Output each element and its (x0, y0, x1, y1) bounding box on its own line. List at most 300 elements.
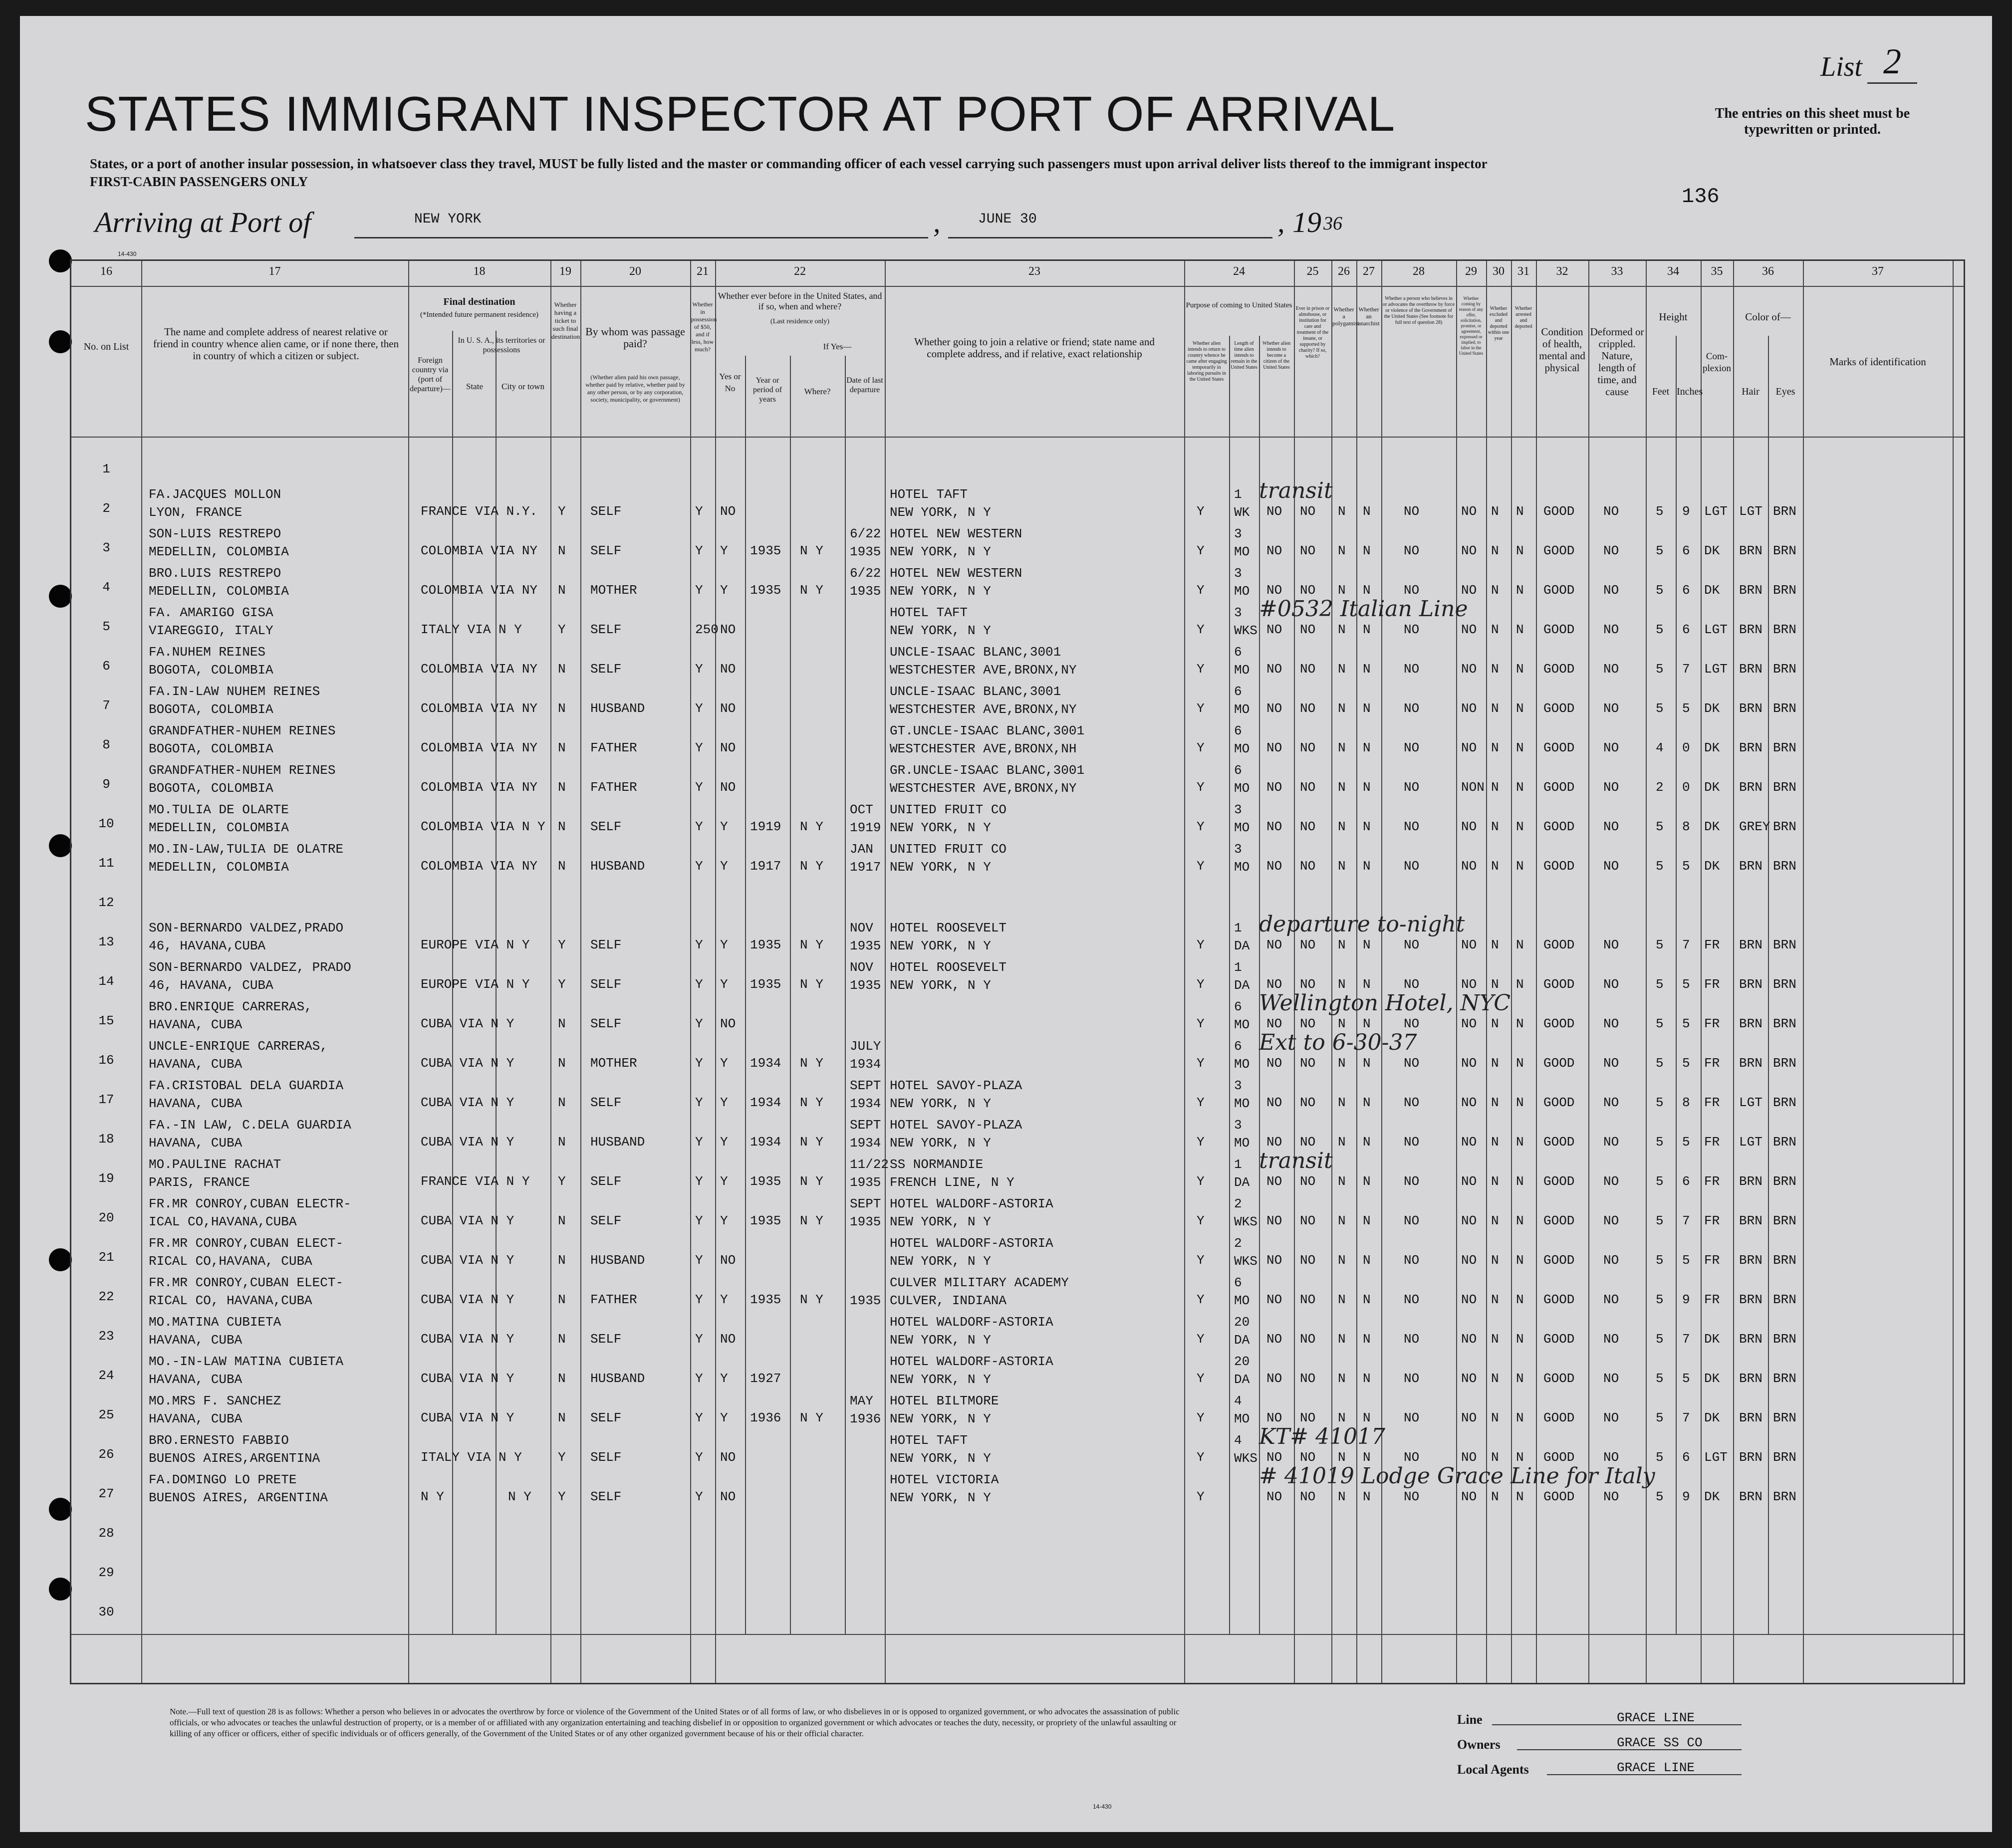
header-ever-before-note: (Last residence only) (770, 318, 830, 325)
cell-c26: N (1338, 937, 1346, 952)
cell-year: 1935 (750, 1292, 781, 1307)
last-departure: 1935 (850, 1214, 881, 1229)
cell-foreign: CUBA VIA N Y (421, 1332, 514, 1347)
cell-c30: N (1491, 1253, 1499, 1268)
cell-c29: NO (1461, 1292, 1477, 1307)
punch-hole (49, 330, 72, 353)
cell-inches: 7 (1682, 1410, 1690, 1425)
cell-complexion: DK (1704, 780, 1720, 795)
cell-condition: GOOD (1543, 622, 1575, 637)
header-color-of: Color of— (1745, 311, 1791, 323)
comma-separator-2: , (1277, 206, 1285, 238)
cell-possession: Y (695, 859, 703, 874)
joining-address: NEW YORK, N Y (890, 1254, 991, 1269)
cell-year: 1935 (750, 1213, 781, 1228)
cell-c30: N (1491, 622, 1499, 637)
cell-ever: Y (720, 1135, 728, 1150)
cell-hair: BRN (1739, 543, 1762, 558)
cell-hair: BRN (1739, 1213, 1762, 1228)
cell-c30: N (1491, 977, 1499, 992)
length-of-stay: MO (1234, 1017, 1250, 1032)
relative-address: MEDELLIN, COLOMBIA (149, 860, 289, 875)
cell-complexion: DK (1704, 740, 1720, 755)
cell-c31: N (1516, 1016, 1524, 1031)
cell-where: N Y (800, 937, 823, 952)
cell-foreign: CUBA VIA N Y (421, 1253, 514, 1268)
joining-address: HOTEL WALDORF-ASTORIA (890, 1354, 1053, 1369)
table-row (71, 1077, 1964, 1117)
cell-complexion: DK (1704, 543, 1720, 558)
cell-possession: Y (695, 740, 703, 755)
joining-address: WESTCHESTER AVE,BRONX,NY (890, 702, 1077, 717)
joining-address: NEW YORK, N Y (890, 1096, 991, 1111)
length-of-stay: WKS (1234, 623, 1258, 638)
cell-inches: 7 (1682, 1332, 1690, 1347)
cell-where: N Y (800, 1292, 823, 1307)
relative-address: GRANDFATHER-NUHEM REINES (149, 763, 336, 778)
row-number: 13 (98, 934, 114, 949)
cell-c26: N (1338, 780, 1346, 795)
cell-c30: N (1491, 740, 1499, 755)
row-number: 19 (98, 1171, 114, 1186)
table-row (71, 722, 1964, 762)
cell-condition: GOOD (1543, 1292, 1575, 1307)
header-year-period: Year or period of years (753, 376, 782, 404)
relative-address: BRO.LUIS RESTREPO (149, 566, 281, 581)
header-question-30: Whether excluded and deported within one year (1488, 306, 1509, 341)
cell-c28: NO (1404, 1410, 1420, 1425)
cell-year: 1935 (750, 977, 781, 992)
cell-p-c: NO (1266, 1135, 1282, 1150)
length-of-stay: 6 (1234, 999, 1242, 1014)
cell-c29: NO (1461, 1410, 1477, 1425)
cell-inches: 5 (1682, 1253, 1690, 1268)
cell-eyes: BRN (1773, 1056, 1796, 1071)
row-number: 15 (98, 1013, 114, 1028)
length-of-stay: DA (1234, 1372, 1250, 1387)
cell-c30: N (1491, 937, 1499, 952)
cell-p-a: Y (1197, 859, 1205, 874)
length-of-stay: MO (1234, 584, 1250, 599)
cell-c31: N (1516, 701, 1524, 716)
cell-deformed: NO (1603, 543, 1619, 558)
header-height: Height (1659, 311, 1688, 323)
cell-c28: NO (1404, 1489, 1420, 1504)
cell-possession: Y (695, 583, 703, 598)
cell-inches: 0 (1682, 780, 1690, 795)
cell-c29: NO (1461, 622, 1477, 637)
table-row (71, 1030, 1964, 1078)
cell-year: 1935 (750, 583, 781, 598)
relative-address: MEDELLIN, COLOMBIA (149, 584, 289, 599)
cell-possession: Y (695, 504, 703, 519)
table-row (71, 1511, 1964, 1551)
table-row (71, 1235, 1964, 1275)
column-number: 34 (1667, 265, 1679, 278)
cell-c31: N (1516, 977, 1524, 992)
cell-hair: BRN (1739, 740, 1762, 755)
owners-label: Owners (1457, 1737, 1501, 1752)
cell-inches: 5 (1682, 701, 1690, 716)
last-departure: 1935 (850, 544, 881, 559)
last-departure: NOV (850, 960, 873, 975)
cell-eyes: BRN (1773, 1174, 1796, 1189)
cell-ever: Y (720, 1174, 728, 1189)
table-row (71, 1353, 1964, 1393)
relative-address: FA.NUHEM REINES (149, 645, 266, 660)
cell-passage: HUSBAND (590, 1253, 645, 1268)
length-of-stay: 6 (1234, 1039, 1242, 1054)
cell-p-c: NO (1266, 1371, 1282, 1386)
cell-prison: NO (1300, 701, 1316, 716)
cell-possession: Y (695, 1213, 703, 1228)
table-row (71, 565, 1964, 605)
cell-c31: N (1516, 622, 1524, 637)
row-number: 8 (102, 737, 110, 752)
length-of-stay: MO (1234, 860, 1250, 875)
row-number: 21 (98, 1250, 114, 1265)
cell-hair: BRN (1739, 937, 1762, 952)
cell-c27: N (1363, 1410, 1371, 1425)
cell-inches: 6 (1682, 622, 1690, 637)
cell-ticket: Y (558, 622, 566, 637)
cell-c30: N (1491, 662, 1499, 677)
cell-inches: 7 (1682, 1213, 1690, 1228)
cell-p-c: NO (1266, 1056, 1282, 1071)
cell-c30: N (1491, 504, 1499, 519)
cell-c31: N (1516, 1213, 1524, 1228)
cell-c26: N (1338, 701, 1346, 716)
joining-address: UNITED FRUIT CO (890, 802, 1007, 817)
cell-ever: NO (720, 1489, 736, 1504)
cell-eyes: BRN (1773, 583, 1796, 598)
length-of-stay: 3 (1234, 566, 1242, 581)
header-if-yes: If Yes— (823, 342, 852, 351)
cell-c26: N (1338, 1489, 1346, 1504)
cell-deformed: NO (1603, 1410, 1619, 1425)
relative-address: BOGOTA, COLOMBIA (149, 663, 273, 678)
cell-ticket: N (558, 1213, 566, 1228)
cell-feet: 5 (1656, 1450, 1664, 1465)
relative-address: HAVANA, CUBA (149, 1333, 243, 1348)
cell-possession: Y (695, 1489, 703, 1504)
cell-complexion: FR (1704, 1292, 1720, 1307)
cell-hair: BRN (1739, 1371, 1762, 1386)
cell-prison: NO (1300, 977, 1316, 992)
cell-prison: NO (1300, 1253, 1316, 1268)
last-departure: NOV (850, 921, 873, 935)
cell-p-a: Y (1197, 1174, 1205, 1189)
column-number: 26 (1338, 265, 1350, 278)
joining-address: NEW YORK, N Y (890, 938, 991, 953)
cell-c27: N (1363, 662, 1371, 677)
relative-address: HAVANA, CUBA (149, 1017, 243, 1032)
cell-eyes: BRN (1773, 1253, 1796, 1268)
cell-deformed: NO (1603, 1016, 1619, 1031)
cell-ever: NO (720, 1332, 736, 1347)
cell-eyes: BRN (1773, 1016, 1796, 1031)
header-marks: Marks of identification (1829, 356, 1926, 368)
cell-c29: NO (1461, 1332, 1477, 1347)
cell-possession: Y (695, 662, 703, 677)
last-departure: 1935 (850, 1293, 881, 1308)
subheading-text: States, or a port of another insular possession, in whatsoever class they travel, MUST be fully listed and the master or commanding officer of each vessel carrying such passengers must upon arrival deliver lists thereof to the immigrant inspector (90, 156, 1488, 171)
row-number: 3 (102, 540, 110, 555)
cell-condition: GOOD (1543, 662, 1575, 677)
cell-c30: N (1491, 701, 1499, 716)
cell-ever: Y (720, 819, 728, 834)
cell-prison: NO (1300, 819, 1316, 834)
cell-c30: N (1491, 1213, 1499, 1228)
cell-hair: BRN (1739, 1056, 1762, 1071)
list-label: List (1820, 51, 1862, 82)
cell-condition: GOOD (1543, 1450, 1575, 1465)
cell-prison: NO (1300, 740, 1316, 755)
joining-address: UNITED FRUIT CO (890, 842, 1007, 857)
row-number: 2 (102, 501, 110, 516)
relative-address: LYON, FRANCE (149, 505, 243, 520)
header-yes-no: Yes or No (719, 372, 741, 393)
cell-deformed: NO (1603, 819, 1619, 834)
cell-inches: 8 (1682, 1095, 1690, 1110)
cell-prison: NO (1300, 937, 1316, 952)
relative-address: BOGOTA, COLOMBIA (149, 741, 273, 756)
cell-ticket: N (558, 662, 566, 677)
cell-hair: BRN (1739, 1450, 1762, 1465)
relative-address: MO.-IN-LAW MATINA CUBIETA (149, 1354, 344, 1369)
cell-eyes: BRN (1773, 543, 1796, 558)
joining-address: NEW YORK, N Y (890, 1372, 991, 1387)
cell-prison: NO (1300, 1292, 1316, 1307)
length-of-stay: 1 (1234, 960, 1242, 975)
relative-address: BOGOTA, COLOMBIA (149, 781, 273, 796)
cell-deformed: NO (1603, 1489, 1619, 1504)
port-underline (354, 237, 928, 238)
cell-feet: 5 (1656, 1292, 1664, 1307)
cell-c26: N (1338, 1016, 1346, 1031)
cell-ticket: N (558, 819, 566, 834)
length-of-stay: 2 (1234, 1236, 1242, 1251)
cell-feet: 5 (1656, 1016, 1664, 1031)
cell-possession: Y (695, 1174, 703, 1189)
cell-prison: NO (1300, 1016, 1316, 1031)
list-number: 2 (1867, 41, 1917, 84)
table-row (71, 880, 1964, 920)
cell-c26: N (1338, 1292, 1346, 1307)
length-of-stay: MO (1234, 544, 1250, 559)
cell-c27: N (1363, 819, 1371, 834)
cell-foreign: COLOMBIA VIA NY (421, 701, 538, 716)
length-of-stay: 6 (1234, 723, 1242, 738)
cell-eyes: BRN (1773, 819, 1796, 834)
cell-feet: 2 (1656, 780, 1664, 795)
cell-year: 1935 (750, 1174, 781, 1189)
cell-possession: Y (695, 780, 703, 795)
row-number: 28 (98, 1526, 114, 1541)
row-number: 27 (98, 1486, 114, 1501)
joining-address: NEW YORK, N Y (890, 1451, 991, 1466)
joining-address: NEW YORK, N Y (890, 544, 991, 559)
cell-c29: NO (1461, 543, 1477, 558)
last-departure: MAY (850, 1393, 873, 1408)
length-of-stay: DA (1234, 1333, 1250, 1348)
length-of-stay: MO (1234, 1136, 1250, 1151)
cell-prison: NO (1300, 1174, 1316, 1189)
cell-c26: N (1338, 1213, 1346, 1228)
cell-inches: 6 (1682, 1450, 1690, 1465)
joining-address: WESTCHESTER AVE,BRONX,NY (890, 781, 1077, 796)
relative-address: PARIS, FRANCE (149, 1175, 250, 1190)
header-hair: Hair (1742, 386, 1760, 397)
joining-address: NEW YORK, N Y (890, 1214, 991, 1229)
cell-hair: LGT (1739, 504, 1762, 519)
cell-c30: N (1491, 1489, 1499, 1504)
cell-complexion: DK (1704, 1410, 1720, 1425)
header-divider (71, 286, 1964, 287)
relative-address: UNCLE-ENRIQUE CARRERAS, (149, 1039, 328, 1054)
cell-deformed: NO (1603, 1253, 1619, 1268)
header-where: Where? (804, 387, 831, 396)
cell-feet: 5 (1656, 662, 1664, 677)
cell-eyes: BRN (1773, 701, 1796, 716)
last-departure: 1917 (850, 860, 881, 875)
cell-foreign: CUBA VIA N Y (421, 1410, 514, 1425)
cell-c28: NO (1404, 1332, 1420, 1347)
cell-where: N Y (800, 977, 823, 992)
cell-p-c: NO (1266, 622, 1282, 637)
cell-ever: NO (720, 1016, 736, 1031)
cell-prison: NO (1300, 1450, 1316, 1465)
cell-foreign: CUBA VIA N Y (421, 1135, 514, 1150)
joining-address: CULVER MILITARY ACADEMY (890, 1275, 1069, 1290)
cell-hair: LGT (1739, 1135, 1762, 1150)
cell-p-a: Y (1197, 937, 1205, 952)
cell-c30: N (1491, 543, 1499, 558)
cell-c27: N (1363, 1016, 1371, 1031)
cell-ticket: N (558, 1056, 566, 1071)
cell-c31: N (1516, 1371, 1524, 1386)
column-number: 28 (1413, 265, 1425, 278)
joining-address: HOTEL NEW WESTERN (890, 526, 1022, 541)
length-of-stay: 6 (1234, 763, 1242, 778)
cell-complexion: DK (1704, 1332, 1720, 1347)
cell-p-a: Y (1197, 1489, 1205, 1504)
header-inches: Inches (1677, 386, 1703, 397)
row-number: 22 (98, 1289, 114, 1304)
cell-condition: GOOD (1543, 1253, 1575, 1268)
cell-prison: NO (1300, 1371, 1316, 1386)
cell-p-a: Y (1197, 780, 1205, 795)
comma-separator: , (933, 206, 941, 238)
column-number: 16 (100, 265, 112, 278)
cell-eyes: BRN (1773, 1489, 1796, 1504)
cell-condition: GOOD (1543, 859, 1575, 874)
cell-possession: Y (695, 819, 703, 834)
length-of-stay: MO (1234, 663, 1250, 678)
cell-c26: N (1338, 1332, 1346, 1347)
cell-ever: Y (720, 543, 728, 558)
cell-p-c: NO (1266, 1213, 1282, 1228)
row-number: 20 (98, 1210, 114, 1225)
cell-ever: NO (720, 740, 736, 755)
cell-complexion: FR (1704, 1174, 1720, 1189)
column-number: 36 (1762, 265, 1774, 278)
length-of-stay: 3 (1234, 1078, 1242, 1093)
cell-passage: SELF (590, 504, 622, 519)
joining-address: NEW YORK, N Y (890, 820, 991, 835)
column-number: 25 (1306, 265, 1319, 278)
cell-p-c: NO (1266, 819, 1282, 834)
cell-foreign: COLOMBIA VIA NY (421, 740, 538, 755)
last-departure: 1935 (850, 1175, 881, 1190)
length-of-stay: MO (1234, 781, 1250, 796)
column-number: 37 (1872, 265, 1884, 278)
row-number: 1 (102, 462, 110, 476)
cell-c27: N (1363, 543, 1371, 558)
header-question-28: Whether a person who believes in or advocates the overthrow by force or violence of the Government of the United States (See footnote for full text of question 28) (1382, 296, 1455, 325)
first-cabin-label: FIRST-CABIN PASSENGERS ONLY (90, 174, 308, 189)
punch-hole (49, 1578, 72, 1601)
cell-foreign: COLOMBIA VIA NY (421, 662, 538, 677)
cell-c26: N (1338, 662, 1346, 677)
table-row (71, 1274, 1964, 1314)
header-polygamist: Whether a polygamist (1332, 306, 1359, 327)
cell-p-c: NO (1266, 1332, 1282, 1347)
header-deformed: Deformed or crippled. Nature, length of time, and cause (1590, 326, 1644, 398)
cell-c28: NO (1404, 1292, 1420, 1307)
owners-value: GRACE SS CO (1617, 1735, 1703, 1750)
cell-year: 1919 (750, 819, 781, 834)
cell-c29: NO (1461, 662, 1477, 677)
cell-c28: NO (1404, 1371, 1420, 1386)
cell-foreign: COLOMBIA VIA N Y (421, 819, 545, 834)
handwritten-annotation: transit (1259, 478, 1333, 503)
cell-passage: SELF (590, 662, 622, 677)
cell-possession: Y (695, 543, 703, 558)
relative-address: FA.-IN LAW, C.DELA GUARDIA (149, 1118, 351, 1133)
cell-condition: GOOD (1543, 780, 1575, 795)
cell-prison: NO (1300, 1095, 1316, 1110)
column-number: 17 (268, 265, 281, 278)
cell-p-a: Y (1197, 1095, 1205, 1110)
cell-ever: Y (720, 1213, 728, 1228)
cell-c31: N (1516, 859, 1524, 874)
column-number: 23 (1028, 265, 1040, 278)
table-row (71, 1148, 1964, 1196)
header-passage-note: (Whether alien paid his own passage, whether paid by relative, whether paid by any other person, or by any corporation, society, municipality, or government) (585, 374, 685, 403)
cell-c31: N (1516, 819, 1524, 834)
cell-ever: Y (720, 977, 728, 992)
cell-c27: N (1363, 622, 1371, 637)
cell-complexion: FR (1704, 1253, 1720, 1268)
row-number: 16 (98, 1053, 114, 1068)
cell-condition: GOOD (1543, 543, 1575, 558)
header-relative: The name and complete address of nearest relative or friend in country whence alien came, or if none there, then in country of which a citizen or subject. (153, 326, 399, 362)
last-departure: SEPT (850, 1078, 881, 1093)
cell-condition: GOOD (1543, 1410, 1575, 1425)
cell-passage: SELF (590, 1213, 622, 1228)
last-departure: 11/22 (850, 1157, 889, 1172)
row-number: 4 (102, 580, 110, 595)
cell-eyes: BRN (1773, 740, 1796, 755)
row-number: 26 (98, 1447, 114, 1462)
header-purpose-return: Whether alien intends to return to country whence he came after engaging temporarily in laboring pursuits in the United States (1186, 341, 1227, 382)
last-departure: SEPT (850, 1118, 881, 1133)
cell-hair: BRN (1739, 977, 1762, 992)
subheading (90, 155, 1687, 191)
length-of-stay: DA (1234, 1175, 1250, 1190)
joining-address: NEW YORK, N Y (890, 978, 991, 993)
